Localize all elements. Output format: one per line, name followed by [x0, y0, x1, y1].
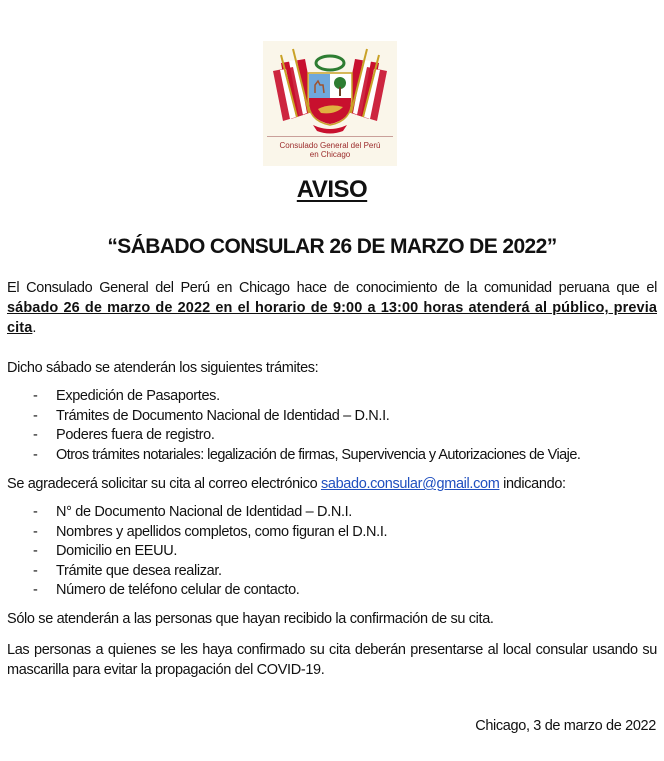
request-item: Nombres y apellidos completos, como figuran el D.N.I.: [56, 523, 388, 540]
logo-caption: [263, 141, 397, 159]
dash-bullet: -: [33, 582, 38, 598]
logo-caption-line2: en Chicago: [309, 150, 351, 159]
list-item: [0, 542, 664, 562]
dash-bullet: -: [33, 562, 38, 579]
dash-bullet: -: [33, 543, 38, 559]
dash-bullet: -: [33, 388, 38, 404]
confirmation-note: Sólo se atenderán a las personas que hayan recibido la confirmación de su cita.: [7, 611, 494, 627]
request-item: N° de Documento Nacional de Identidad – D.N.I.: [56, 504, 352, 520]
list-item: [0, 407, 664, 427]
list-item: [0, 581, 664, 601]
list-item: [0, 426, 664, 446]
page-subtitle: “SÁBADO CONSULAR 26 DE MARZO DE 2022”: [107, 235, 557, 258]
dash-bullet: -: [33, 446, 38, 463]
request-item: Domicilio en EEUU.: [56, 543, 178, 559]
logo-divider: [267, 136, 393, 137]
dash-bullet: -: [33, 427, 38, 443]
services-list: [0, 387, 664, 465]
intro-text: El Consulado General del Perú en Chicago hace de conocimiento de la comunidad peruana que el: [7, 280, 657, 296]
request-item: Número de teléfono celular de contacto.: [56, 582, 300, 598]
intro-highlight: sábado 26 de marzo de 2022 en el horario de 9:00 a 13:00 horas atenderá al público, previa cita: [7, 300, 657, 336]
list-item: [0, 523, 664, 543]
service-item: Poderes fuera de registro.: [56, 427, 215, 443]
consulate-logo: [263, 41, 397, 166]
service-item: Otros trámites notariales: legalización de firmas, Supervivencia y Autorizaciones de Viaje.: [56, 446, 581, 463]
list-item: [0, 562, 664, 582]
services-lead: Dicho sábado se atenderán los siguientes trámites:: [7, 360, 319, 376]
request-text: Se agradecerá solicitar su cita al correo electrónico: [7, 476, 321, 492]
request-item: Trámite que desea realizar.: [56, 562, 222, 579]
intro-end: .: [32, 320, 37, 336]
list-item: [0, 446, 664, 466]
list-item: [0, 387, 664, 407]
request-paragraph: [7, 474, 657, 494]
peru-coat-of-arms-icon: [263, 41, 397, 137]
list-item: [0, 503, 664, 523]
dash-bullet: -: [33, 523, 38, 540]
dash-bullet: -: [33, 504, 38, 520]
dash-bullet: -: [33, 407, 38, 424]
date-signoff: Chicago, 3 de marzo de 2022: [475, 718, 656, 734]
logo-caption-line1: Consulado General del Perú: [279, 141, 381, 150]
page-title: AVISO: [296, 176, 368, 203]
service-item: Expedición de Pasaportes.: [56, 388, 220, 404]
email-link[interactable]: sabado.consular@gmail.com: [320, 476, 500, 492]
request-list: [0, 503, 664, 601]
mask-note: Las personas a quienes se les haya confirmado su cita deberán presentarse al local consular usando su mascarilla para evitar la propagación del COVID-19.: [7, 642, 657, 678]
service-item: Trámites de Documento Nacional de Identidad – D.N.I.: [56, 407, 390, 424]
request-end: indicando:: [499, 476, 566, 492]
intro-paragraph: [7, 278, 657, 338]
